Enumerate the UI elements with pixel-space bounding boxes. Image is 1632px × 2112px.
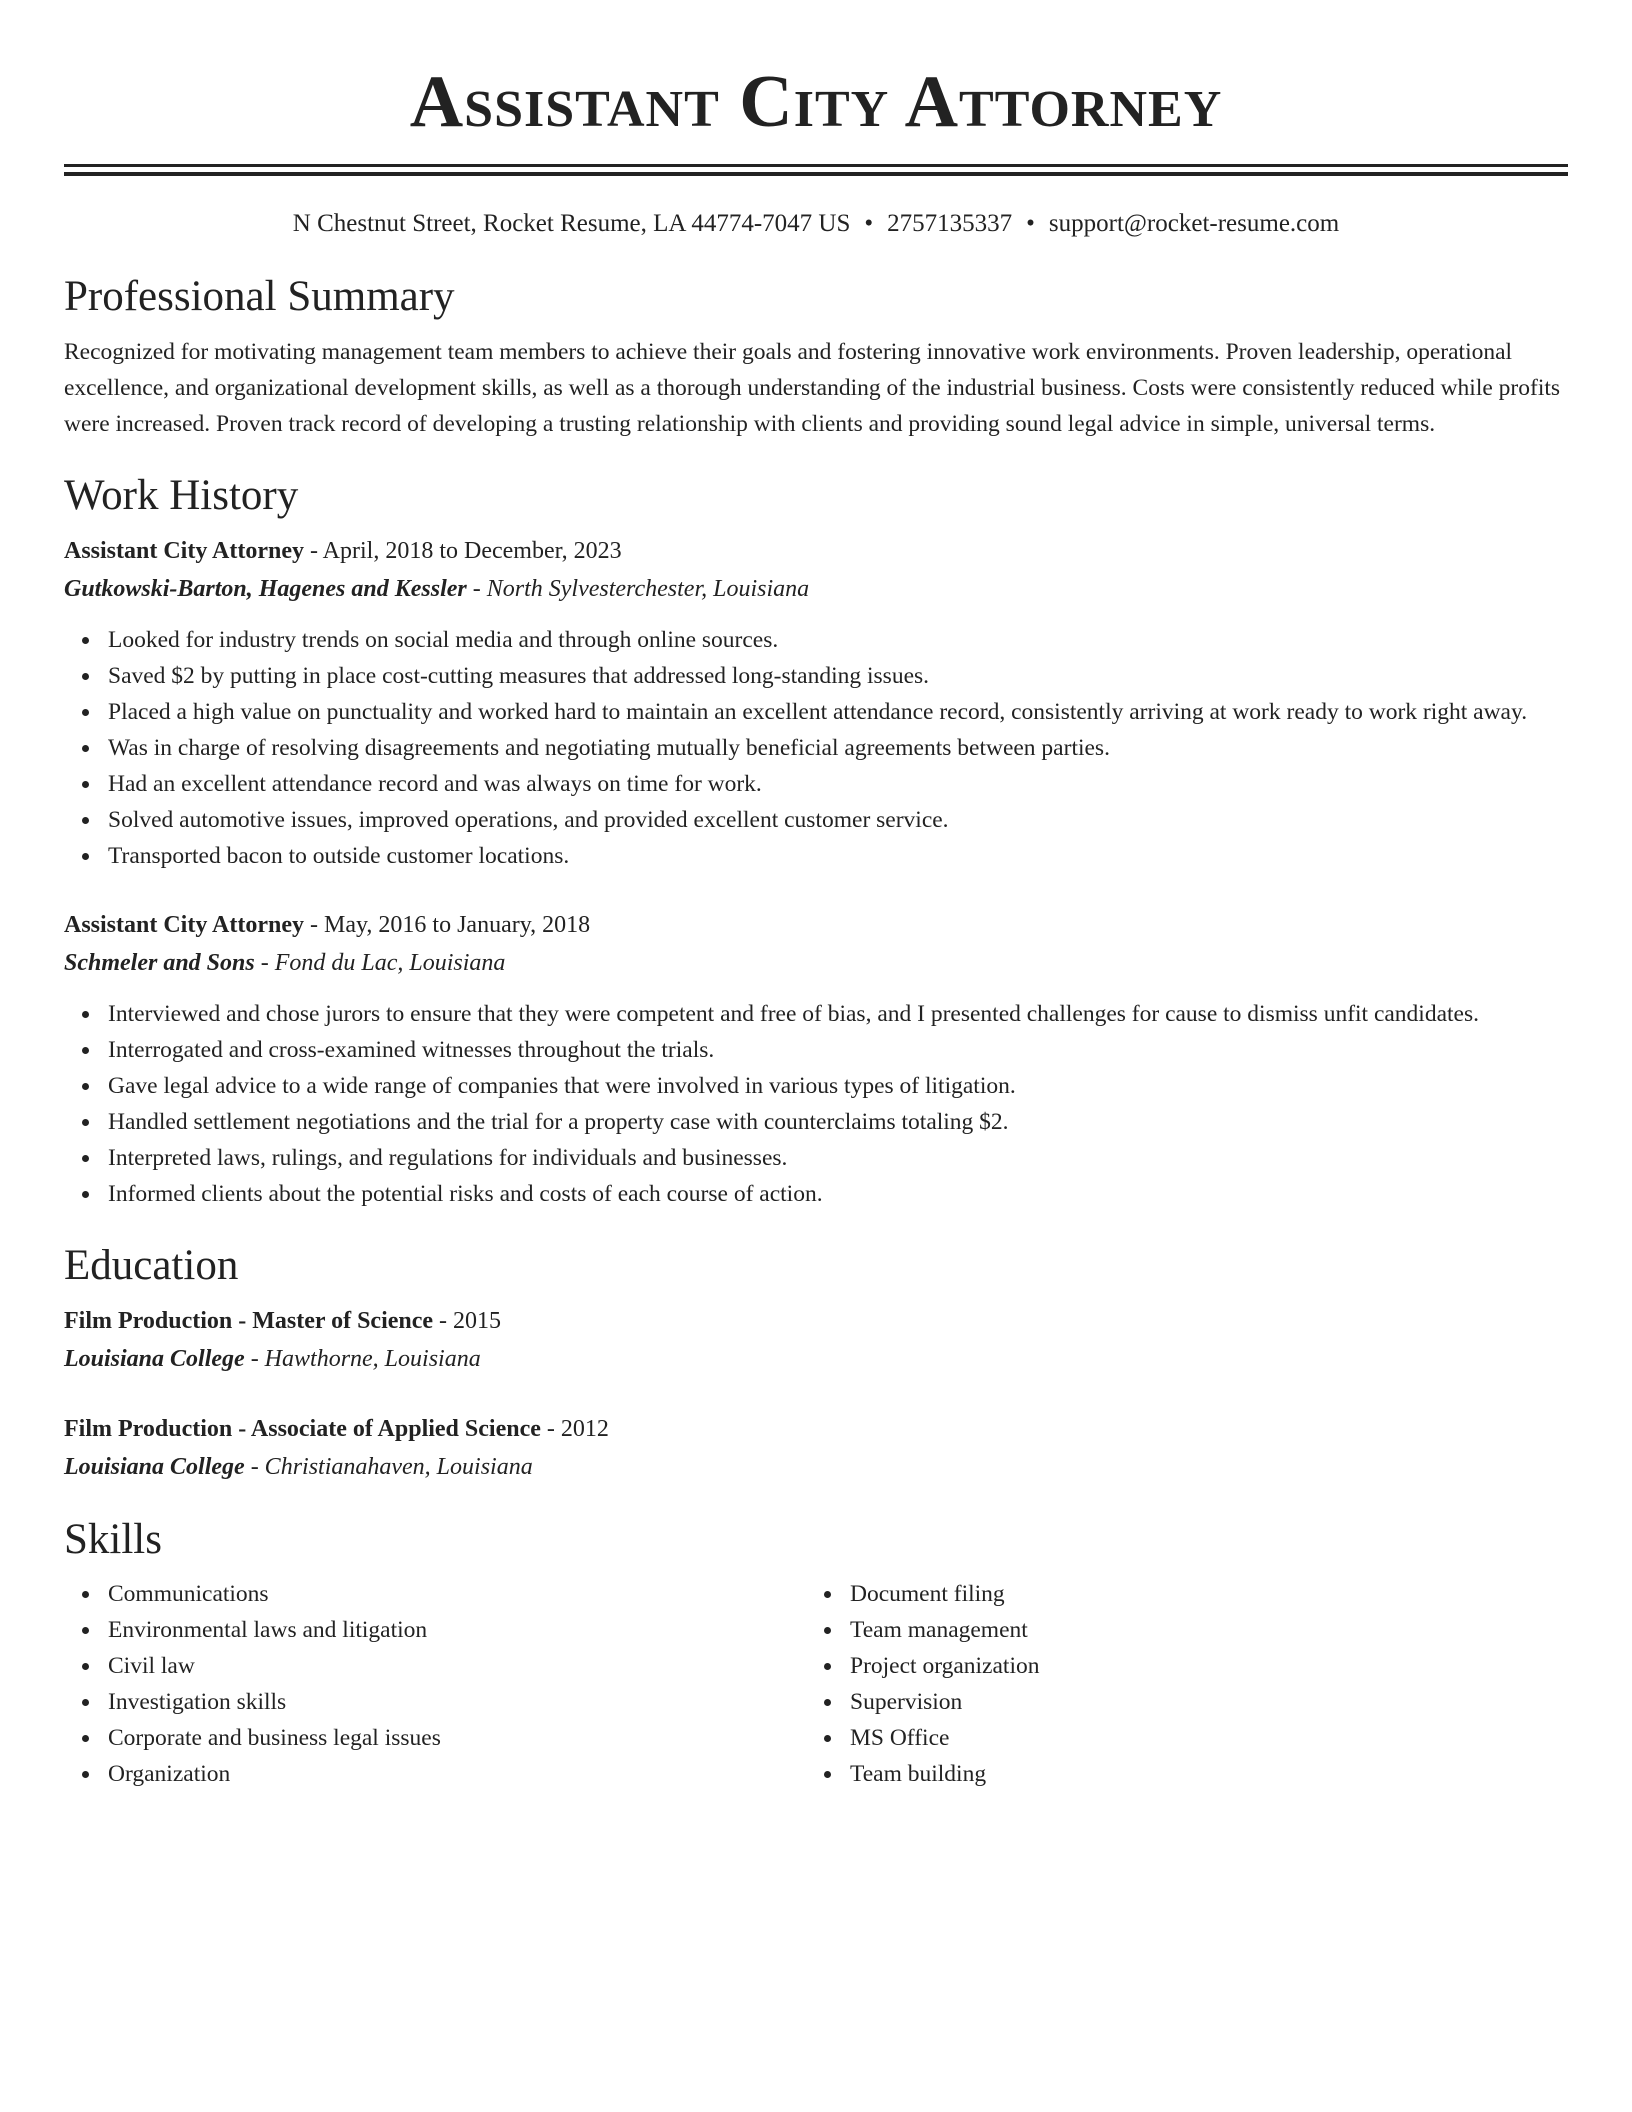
job-bullet-list [64, 622, 1568, 874]
job-position: Assistant City Attorney [64, 538, 304, 564]
job-bullet: Gave legal advice to a wide range of companies that were involved in various types of litigation. [108, 1068, 1568, 1104]
section-title-summary: Professional Summary [64, 273, 455, 320]
contact-email: support@rocket-resume.com [1048, 210, 1340, 237]
skill-item: MS Office [850, 1720, 1548, 1756]
skill-item: Supervision [850, 1684, 1548, 1720]
job-bullet: Was in charge of resolving disagreements and negotiating mutually beneficial agreements between parties. [108, 730, 1568, 766]
job-bullet: Saved $2 by putting in place cost-cutting measures that addressed long-standing issues. [108, 658, 1568, 694]
skill-item: Environmental laws and litigation [108, 1612, 806, 1648]
education-year: - 2015 [433, 1308, 502, 1334]
job-bullet: Transported bacon to outside customer locations. [108, 838, 1568, 874]
job-employer-line [64, 944, 1568, 982]
job-position: Assistant City Attorney [64, 912, 304, 938]
job-heading [64, 532, 1568, 570]
skills-column-right [806, 1576, 1548, 1792]
job-bullet: Placed a high value on punctuality and worked hard to maintain an excellent attendance record, consistently arriving at work ready to work right away. [108, 694, 1568, 730]
job-company: Gutkowski-Barton, Hagenes and Kessler [64, 576, 467, 602]
job-bullet-list [64, 996, 1568, 1212]
section-title-skills: Skills [64, 1516, 162, 1563]
job-bullet: Interviewed and chose jurors to ensure that they were competent and free of bias, and I presented challenges for cause to dismiss unfit candidates. [108, 996, 1568, 1032]
job-bullet: Looked for industry trends on social media and through online sources. [108, 622, 1568, 658]
education-location: - Hawthorne, Louisiana [244, 1346, 481, 1372]
summary-text: Recognized for motivating management team members to achieve their goals and fostering innovative work environments. Proven leadership, operational excellence, and organizational development skills, as well as a thorough understanding of the industrial business. Costs were consistently reduced while profits were increased. Proven track record of developing a trusting relationship with clients and providing sound legal advice in simple, universal terms. [64, 339, 1561, 437]
education-school-line [64, 1448, 1568, 1486]
section-title-education: Education [64, 1242, 239, 1289]
job-employer-line [64, 570, 1568, 608]
job-bullet: Interpreted laws, rulings, and regulations for individuals and businesses. [108, 1140, 1568, 1176]
work-history-section [64, 470, 1568, 1212]
education-heading [64, 1302, 1568, 1340]
education-degree: Film Production - Associate of Applied Science [64, 1416, 541, 1442]
contact-separator: • [1026, 210, 1035, 237]
skill-item: Project organization [850, 1648, 1548, 1684]
skill-item: Investigation skills [108, 1684, 806, 1720]
job-location: - North Sylvesterchester, Louisiana [466, 576, 810, 602]
skills-section [64, 1514, 1568, 1792]
skill-item: Communications [108, 1576, 806, 1612]
education-entry [64, 1410, 1568, 1486]
contact-address: N Chestnut Street, Rocket Resume, LA 44774-7047 US [292, 210, 851, 237]
resume-page [64, 0, 1568, 1792]
skill-item: Team building [850, 1756, 1548, 1792]
job-entry [64, 906, 1568, 1212]
section-title-work-history: Work History [64, 472, 299, 519]
resume-name-title: Assistant City Attorney [409, 61, 1223, 143]
skill-item: Civil law [108, 1648, 806, 1684]
skills-list [806, 1576, 1548, 1792]
education-heading [64, 1410, 1568, 1448]
skill-item: Organization [108, 1756, 806, 1792]
job-bullet: Had an excellent attendance record and was always on time for work. [108, 766, 1568, 802]
job-heading [64, 906, 1568, 944]
job-location: - Fond du Lac, Louisiana [254, 950, 506, 976]
job-bullet: Solved automotive issues, improved operations, and provided excellent customer service. [108, 802, 1568, 838]
skill-item: Document filing [850, 1576, 1548, 1612]
job-bullet: Interrogated and cross-examined witnesses throughout the trials. [108, 1032, 1568, 1068]
summary-section [64, 271, 1568, 442]
education-entry [64, 1302, 1568, 1378]
job-dates: - May, 2016 to January, 2018 [304, 912, 591, 938]
education-school: Louisiana College [64, 1346, 245, 1372]
job-entry [64, 532, 1568, 874]
header-divider [64, 164, 1568, 176]
contact-separator: • [864, 210, 874, 237]
skill-item: Corporate and business legal issues [108, 1720, 806, 1756]
contact-line [64, 208, 1568, 240]
education-school: Louisiana College [64, 1454, 245, 1480]
education-degree: Film Production - Master of Science [64, 1308, 434, 1334]
education-location: - Christianahaven, Louisiana [244, 1454, 533, 1480]
skills-list [64, 1576, 806, 1792]
skills-columns [64, 1576, 1568, 1792]
contact-phone: 2757135337 [887, 210, 1013, 237]
education-school-line [64, 1340, 1568, 1378]
education-year: - 2012 [540, 1416, 609, 1442]
skill-item: Team management [850, 1612, 1548, 1648]
job-bullet: Informed clients about the potential risks and costs of each course of action. [108, 1176, 1568, 1212]
job-dates: - April, 2018 to December, 2023 [304, 538, 622, 564]
education-section [64, 1240, 1568, 1486]
skills-column-left [64, 1576, 806, 1792]
job-bullet: Handled settlement negotiations and the trial for a property case with counterclaims totaling $2. [108, 1104, 1568, 1140]
job-company: Schmeler and Sons [64, 950, 255, 976]
